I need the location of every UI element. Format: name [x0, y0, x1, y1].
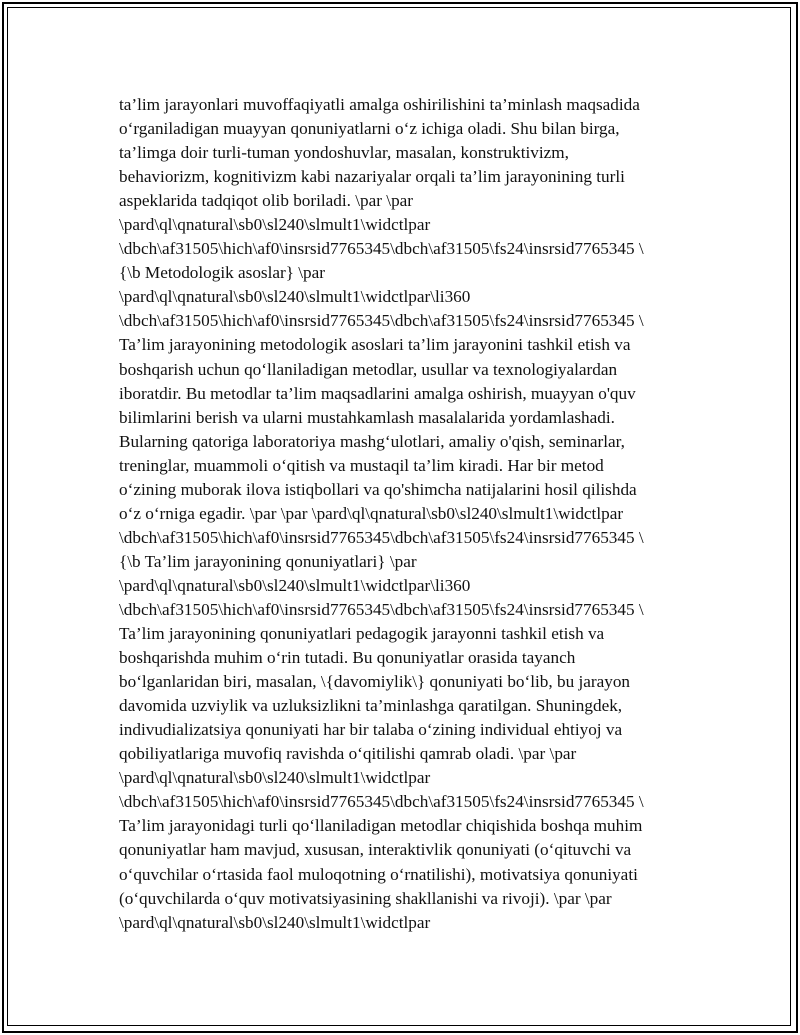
document-line: \pard\ql\qnatural\sb0\sl240\slmult1\widctlpar [119, 215, 431, 235]
document-line: (o‘quvchilarda o‘quv motivatsiyasining shakllanishi va rivoji). \par \par [119, 888, 612, 908]
document-line: behaviorizm, kognitivizm kabi nazariyalar orqali ta’lim jarayonining turli [119, 167, 625, 187]
document-line: bilimlarini berish va ularni mustahkamlash masalalarida yordamlashadi. [119, 407, 615, 427]
document-line: o‘zining muborak ilova istiqbollari va qo'shimcha natijalarini hosil qilishda [119, 479, 637, 499]
document-body [119, 93, 719, 935]
document-line: \dbch\af31505\hich\af0\insrsid7765345\dbch\af31505\fs24\insrsid7765345 \ [119, 527, 644, 547]
document-line: boshqarish uchun qo‘llaniladigan metodlar, usullar va texnologiyalardan [119, 359, 618, 379]
document-line: \dbch\af31505\hich\af0\insrsid7765345\dbch\af31505\fs24\insrsid7765345 \ [119, 599, 644, 619]
document-line: \pard\ql\qnatural\sb0\sl240\slmult1\widctlpar\li360 [119, 287, 471, 307]
document-line: Ta’lim jarayonining qonuniyatlari pedagogik jarayonni tashkil etish va [119, 624, 605, 644]
document-line: qonuniyatlar ham mavjud, xususan, interaktivlik qonuniyati (o‘qituvchi va [119, 840, 632, 860]
document-line: Ta’lim jarayonining metodologik asoslari ta’lim jarayonini tashkil etish va [119, 335, 631, 355]
document-line: \dbch\af31505\hich\af0\insrsid7765345\dbch\af31505\fs24\insrsid7765345 \ [119, 239, 644, 259]
document-line: \dbch\af31505\hich\af0\insrsid7765345\dbch\af31505\fs24\insrsid7765345 \ [119, 311, 644, 331]
document-line: Ta’lim jarayonidagi turli qo‘llaniladigan metodlar chiqishida boshqa muhim [119, 816, 643, 836]
document-line: o‘quvchilar o‘rtasida faol muloqotning o‘rnatilishi), motivatsiya qonuniyati [119, 864, 638, 884]
document-line: iboratdir. Bu metodlar ta’lim maqsadlarini amalga oshirish, muayyan o'quv [119, 383, 636, 403]
document-line: \pard\ql\qnatural\sb0\sl240\slmult1\widctlpar [119, 768, 431, 788]
document-line: {\b Metodologik asoslar} \par [119, 263, 326, 283]
document-line: o‘z o‘rniga egadir. \par \par \pard\ql\qnatural\sb0\sl240\slmult1\widctlpar [119, 503, 624, 523]
document-line: {\b Ta’lim jarayonining qonuniyatlari} \par [119, 551, 417, 571]
document-line: indivudializatsiya qonuniyati har bir talaba o‘zining individual ehtiyoj va [119, 720, 623, 740]
document-line: bo‘lganlaridan biri, masalan, \{davomiylik\} qonuniyati bo‘lib, bu jarayon [119, 672, 631, 692]
document-line: o‘rganiladigan muayyan qonuniyatlarni o‘z ichiga oladi. Shu bilan birga, [119, 119, 620, 139]
document-line: Bularning qatoriga laboratoriya mashg‘ulotlari, amaliy o'qish, seminarlar, [119, 431, 625, 451]
document-line: qobiliyatlariga muvofiq ravishda o‘qitilishi qamrab oladi. \par \par [119, 744, 577, 764]
document-line: \pard\ql\qnatural\sb0\sl240\slmult1\widctlpar [119, 912, 431, 932]
document-line: davomida uzviylik va uzluksizlikni ta’minlashga qaratilgan. Shuningdek, [119, 696, 623, 716]
document-line: ta’lim jarayonlari muvoffaqiyatli amalga oshirilishini ta’minlash maqsadida [119, 95, 640, 114]
document-line: boshqarishda muhim o‘rin tutadi. Bu qonuniyatlar orasida tayanch [119, 648, 576, 668]
document-line: \pard\ql\qnatural\sb0\sl240\slmult1\widctlpar\li360 [119, 575, 471, 595]
document-line: aspeklarida tadqiqot olib boriladi. \par \par [119, 191, 414, 211]
document-line: \dbch\af31505\hich\af0\insrsid7765345\dbch\af31505\fs24\insrsid7765345 \ [119, 792, 644, 812]
document-line: ta’limga doir turli-tuman yondoshuvlar, masalan, konstruktivizm, [119, 143, 569, 163]
document-line: treninglar, muammoli o‘qitish va mustaqil ta’lim kiradi. Har bir metod [119, 455, 604, 475]
